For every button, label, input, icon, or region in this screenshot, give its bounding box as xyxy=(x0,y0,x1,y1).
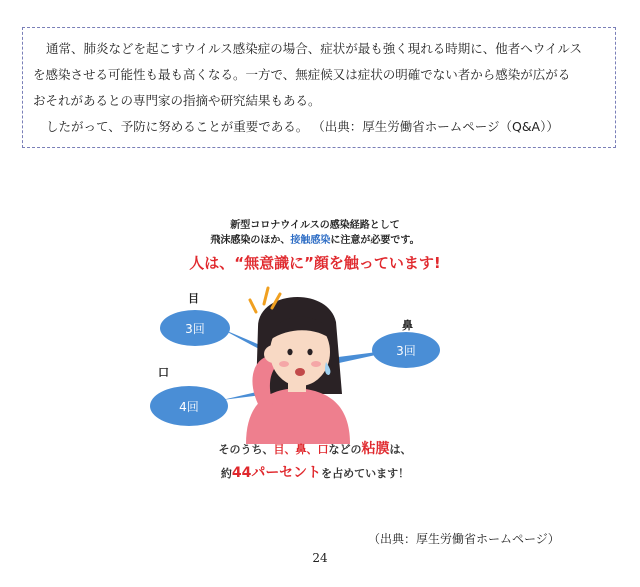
notice-box xyxy=(22,27,616,148)
eye-label: 目 xyxy=(188,292,199,305)
notice-line-2: を感染させる可能性も最も高くなる。一方で、無症候又は症状の明確でない者から感染が広がる xyxy=(33,67,571,82)
caution-text-c: に注意が必要です。 xyxy=(330,235,420,246)
right-eye xyxy=(307,349,312,355)
notice-line-3: おそれがあるとの専門家の指摘や研究結果もある。 xyxy=(33,93,321,108)
source-citation: （出典：厚生労働省ホームページ） xyxy=(368,532,560,546)
bottom-text-c: などの xyxy=(328,443,362,456)
mucous-membrane-text: 粘膜 xyxy=(361,441,390,457)
contact-infection-text: 接触感染 xyxy=(290,235,331,246)
hand xyxy=(264,345,284,363)
infographic-intro-line: 新型コロナウイルスの感染経路として xyxy=(230,220,400,231)
right-blush xyxy=(311,361,321,367)
occupies-text: を占めています！ xyxy=(321,467,410,480)
page-number: 24 xyxy=(312,551,328,565)
percentage-text: 44パーセント xyxy=(231,465,322,481)
eye-count-bubble: 3回 xyxy=(160,310,230,346)
mucous-membrane-line xyxy=(150,438,480,458)
bottom-text-a: そのうち、 xyxy=(218,443,274,456)
left-blush xyxy=(279,361,289,367)
bottom-text-e: は、 xyxy=(389,443,412,456)
notice-line-4: したがって、予防に努めることが重要である。 （出典：厚生労働省ホームページ（Q&A）） xyxy=(46,119,559,134)
mouth-label: 口 xyxy=(158,366,169,379)
nose-label: 鼻 xyxy=(402,319,413,332)
nose-count-bubble: 3回 xyxy=(372,332,440,368)
caution-text-a: 飛沫感染のほか、 xyxy=(210,235,291,246)
mouth-count-bubble: 4回 xyxy=(150,386,228,426)
eye-nose-mouth-text: 目、鼻、口 xyxy=(273,443,329,456)
infographic-headline: 人は、“無意識に”顔を触っています! xyxy=(189,254,441,272)
mouth xyxy=(295,368,305,376)
left-eye xyxy=(287,349,292,355)
face-touch-infographic xyxy=(150,212,480,502)
percentage-line xyxy=(150,462,480,482)
notice-line-1: 通常、肺炎などを起こすウイルス感染症の場合、症状が最も強く現れる時期に、他者へウイルス xyxy=(46,41,583,56)
approx-text: 約 xyxy=(220,467,232,480)
